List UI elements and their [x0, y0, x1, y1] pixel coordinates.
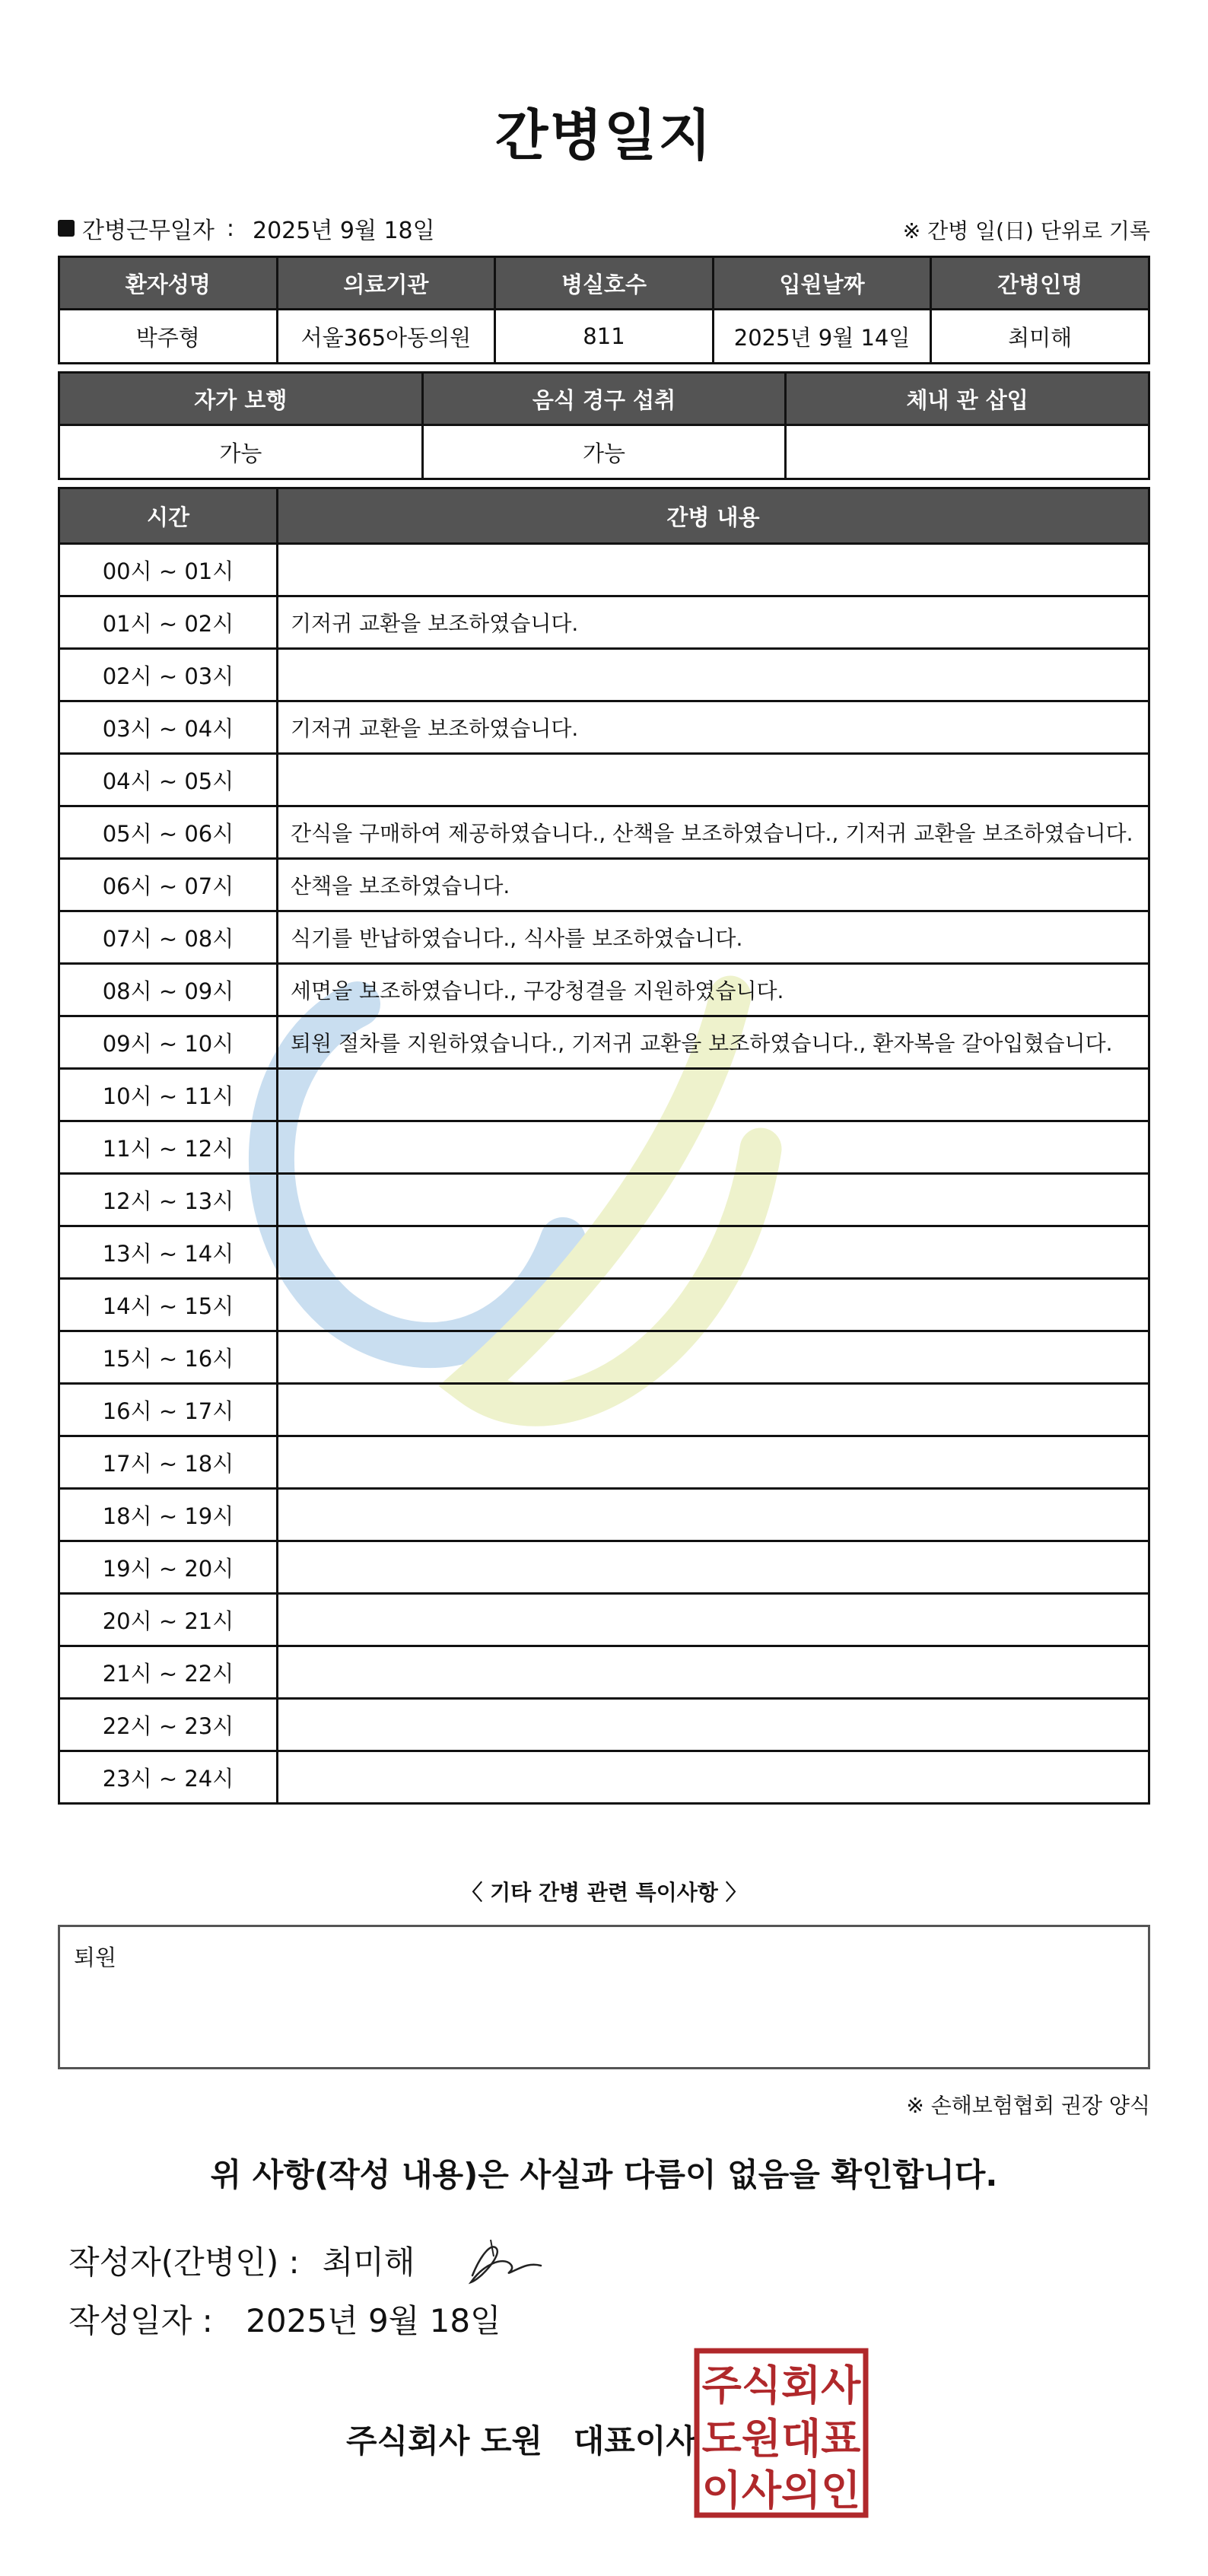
table-row	[59, 1436, 1149, 1489]
time-cell: 07시 ~ 08시	[59, 911, 278, 964]
table-row	[59, 806, 1149, 859]
table-row	[59, 596, 1149, 649]
time-cell: 03시 ~ 04시	[59, 701, 278, 754]
table-row	[59, 1751, 1149, 1804]
content-cell	[278, 1699, 1149, 1751]
author-name: 최미해	[322, 2244, 415, 2281]
table-row	[59, 1016, 1149, 1069]
confirmation-statement: 위 사항(작성 내용)은 사실과 다름이 없음을 확인합니다.	[210, 2156, 998, 2193]
admission-date-cell: 2025년 9월 14일	[713, 310, 931, 364]
table-row	[59, 911, 1149, 964]
document-title: 간병일지	[494, 103, 714, 167]
content-cell	[278, 754, 1149, 806]
content-cell: 기저귀 교환을 보조하였습니다.	[278, 701, 1149, 754]
table-row	[59, 649, 1149, 701]
seal-line-3: 이사의인	[701, 2466, 861, 2514]
tube-insertion-cell	[786, 425, 1149, 479]
company-seal-stamp	[694, 2348, 869, 2518]
time-cell: 06시 ~ 07시	[59, 859, 278, 911]
time-cell: 21시 ~ 22시	[59, 1646, 278, 1699]
hospital-cell: 서울365아동의원	[277, 310, 495, 364]
content-cell	[278, 544, 1149, 596]
table-row	[59, 1646, 1149, 1699]
table-row	[59, 1279, 1149, 1331]
content-cell: 기저귀 교환을 보조하였습니다.	[278, 596, 1149, 649]
work-date-line	[58, 211, 435, 245]
notes-box	[58, 1925, 1150, 2069]
content-cell	[278, 1174, 1149, 1226]
time-cell: 11시 ~ 12시	[59, 1121, 278, 1174]
content-cell	[278, 1279, 1149, 1331]
content-cell	[278, 1594, 1149, 1646]
content-cell: 세면을 보조하였습니다., 구강청결을 지원하였습니다.	[278, 964, 1149, 1016]
patient-header-row	[59, 257, 1149, 310]
status-value-row	[59, 425, 1149, 479]
notes-text: 퇴원	[74, 1945, 117, 1970]
status-header-row	[59, 373, 1149, 425]
care-log-table	[58, 487, 1150, 1805]
content-cell	[278, 1541, 1149, 1594]
table-row	[59, 1226, 1149, 1279]
content-cell: 식기를 반납하였습니다., 식사를 보조하였습니다.	[278, 911, 1149, 964]
content-cell: 퇴원 절차를 지원하였습니다., 기저귀 교환을 보조하였습니다., 환자복을 갈아입혔습니다.	[278, 1016, 1149, 1069]
room-cell: 811	[495, 310, 714, 364]
content-cell	[278, 1121, 1149, 1174]
time-cell: 02시 ~ 03시	[59, 649, 278, 701]
table-row	[59, 1489, 1149, 1541]
time-cell: 23시 ~ 24시	[59, 1751, 278, 1804]
log-body	[59, 544, 1149, 1804]
time-cell: 01시 ~ 02시	[59, 596, 278, 649]
table-row	[59, 1069, 1149, 1121]
ceo-title: 대표이사	[573, 2422, 697, 2460]
time-cell: 22시 ~ 23시	[59, 1699, 278, 1751]
table-row	[59, 859, 1149, 911]
time-header: 시간	[59, 488, 278, 544]
caregiver-cell: 최미해	[931, 310, 1149, 364]
work-date-value: 2025년 9월 18일	[253, 218, 435, 244]
walking-header: 자가 보행	[59, 373, 423, 425]
time-cell: 14시 ~ 15시	[59, 1279, 278, 1331]
oral-intake-header: 음식 경구 섭취	[422, 373, 786, 425]
content-cell	[278, 1384, 1149, 1436]
author-line	[68, 2234, 556, 2287]
time-cell: 09시 ~ 10시	[59, 1016, 278, 1069]
written-date-label: 작성일자 :	[68, 2302, 213, 2339]
time-cell: 04시 ~ 05시	[59, 754, 278, 806]
seal-line-1: 주식회사	[701, 2361, 861, 2409]
unit-note: ※ 간병 일(日) 단위로 기록	[902, 218, 1150, 243]
table-row	[59, 964, 1149, 1016]
time-cell: 08시 ~ 09시	[59, 964, 278, 1016]
time-cell: 05시 ~ 06시	[59, 806, 278, 859]
notes-title: 〈 기타 간병 관련 특이사항 〉	[461, 1880, 747, 1905]
square-bullet-icon	[58, 220, 75, 237]
time-cell: 00시 ~ 01시	[59, 544, 278, 596]
seal-line-2: 도원대표	[701, 2415, 861, 2463]
patient-name-cell: 박주형	[59, 310, 278, 364]
oral-intake-cell: 가능	[422, 425, 786, 479]
time-cell: 18시 ~ 19시	[59, 1489, 278, 1541]
signature-image	[457, 2234, 556, 2287]
time-cell: 19시 ~ 20시	[59, 1541, 278, 1594]
content-cell	[278, 1069, 1149, 1121]
table-row	[59, 701, 1149, 754]
table-row	[59, 544, 1149, 596]
log-header-row	[59, 488, 1149, 544]
table-row	[59, 1331, 1149, 1384]
content-cell	[278, 1489, 1149, 1541]
table-row	[59, 754, 1149, 806]
content-header: 간병 내용	[278, 488, 1149, 544]
content-cell	[278, 1646, 1149, 1699]
work-date-colon: :	[226, 215, 234, 242]
patient-status-table	[58, 371, 1150, 480]
association-note: ※ 손해보험협회 권장 양식	[906, 2093, 1150, 2118]
content-cell	[278, 1331, 1149, 1384]
written-date-value: 2025년 9월 18일	[246, 2302, 501, 2339]
content-cell	[278, 1436, 1149, 1489]
content-cell	[278, 1226, 1149, 1279]
content-cell: 산책을 보조하였습니다.	[278, 859, 1149, 911]
table-row	[59, 1541, 1149, 1594]
patient-value-row	[59, 310, 1149, 364]
table-row	[59, 1174, 1149, 1226]
table-row	[59, 1384, 1149, 1436]
content-cell	[278, 1751, 1149, 1804]
room-header: 병실호수	[495, 257, 714, 310]
company-line	[346, 2416, 697, 2462]
time-cell: 17시 ~ 18시	[59, 1436, 278, 1489]
time-cell: 12시 ~ 13시	[59, 1174, 278, 1226]
author-label: 작성자(간병인) :	[68, 2244, 300, 2281]
company-name: 주식회사 도원	[346, 2422, 543, 2460]
time-cell: 13시 ~ 14시	[59, 1226, 278, 1279]
patient-info-table	[58, 256, 1150, 364]
tube-insertion-header: 체내 관 삽입	[786, 373, 1149, 425]
walking-cell: 가능	[59, 425, 423, 479]
table-row	[59, 1594, 1149, 1646]
caregiver-header: 간병인명	[931, 257, 1149, 310]
written-date-line	[68, 2296, 501, 2342]
time-cell: 10시 ~ 11시	[59, 1069, 278, 1121]
table-row	[59, 1121, 1149, 1174]
work-date-label: 간병근무일자	[82, 218, 215, 244]
hospital-header: 의료기관	[277, 257, 495, 310]
patient-name-header: 환자성명	[59, 257, 278, 310]
content-cell: 간식을 구매하여 제공하였습니다., 산책을 보조하였습니다., 기저귀 교환을 보조하였습니다.	[278, 806, 1149, 859]
time-cell: 16시 ~ 17시	[59, 1384, 278, 1436]
time-cell: 15시 ~ 16시	[59, 1331, 278, 1384]
table-row	[59, 1699, 1149, 1751]
content-cell	[278, 649, 1149, 701]
admission-date-header: 입원날짜	[713, 257, 931, 310]
time-cell: 20시 ~ 21시	[59, 1594, 278, 1646]
